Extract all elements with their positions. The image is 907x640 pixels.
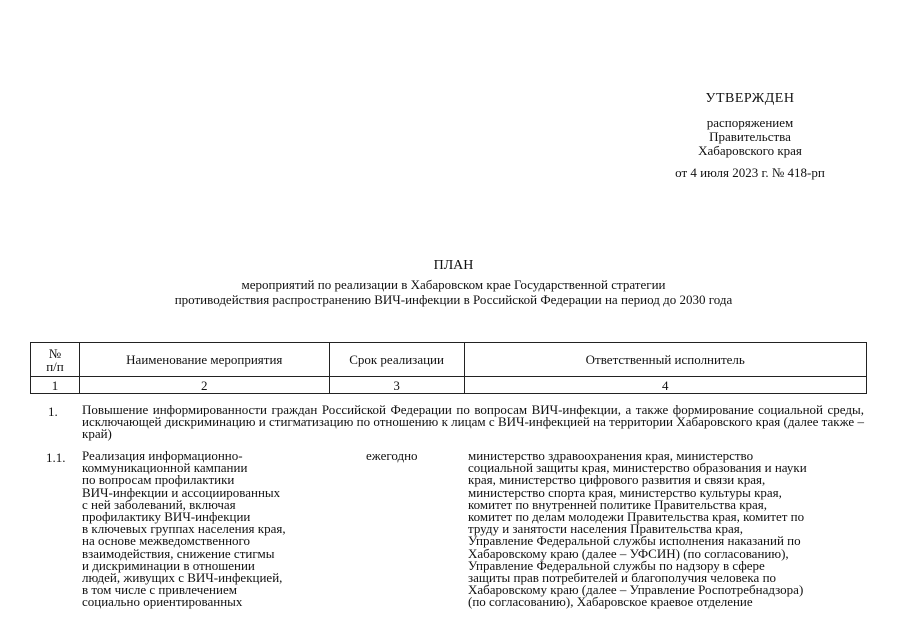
name-line: Реализация информационно- [82, 448, 243, 463]
approval-line: распоряжением [706, 115, 794, 130]
plan-subtitle-line: мероприятий по реализации в Хабаровском крае Государственной стратегии [241, 277, 666, 292]
name-line: людей, живущих с ВИЧ-инфекцией, [82, 570, 283, 586]
column-numbers-row [31, 377, 867, 394]
executor-line: Хабаровскому краю (далее – Управление Роспотребнадзора) [468, 582, 804, 598]
name-line: ВИЧ-инфекции и ассоциированных [82, 484, 281, 500]
name-line: взаимодействия, снижение стигмы [82, 545, 275, 561]
executor-line: труду и занятости населения Правительства края, [468, 521, 743, 537]
name-line: и дискриминации в отношении [82, 557, 255, 573]
executor-line: Управление Федеральной службы исполнения наказаний по [468, 533, 801, 549]
name-line: коммуникационной кампании [82, 460, 248, 476]
approval-date: от 4 июля 2023 г. № 418-рп [675, 165, 825, 180]
executor-line: комитет по внутренней политике Правительства края, [468, 496, 768, 512]
approval-block [640, 92, 860, 180]
header-term-cell: Срок реализации [329, 343, 464, 377]
section-text: Повышение информированности граждан Российской Федерации по вопросам ВИЧ-инфекции, а также формирование социальной среды, исключающей дискриминацию и стигматизацию по отношению к лицам с ВИЧ-инфекцией на территории Хабаровского края (далее также – край) [82, 402, 864, 441]
measure-name [82, 450, 286, 609]
executor-line: министерство спорта края, министерство культуры края, [468, 484, 782, 500]
column-number-cell: 3 [329, 377, 464, 394]
header-executor-cell: Ответственный исполнитель [464, 343, 866, 377]
executor-line: Управление Федеральной службы по надзору в сфере [468, 557, 765, 573]
executor-line: защиты прав потребителей и благополучия человека по [468, 570, 777, 586]
plan-table [30, 342, 867, 394]
name-line: с ней заболеваний, включая [82, 496, 236, 512]
plan-title: ПЛАН [433, 258, 474, 273]
plan-heading [100, 258, 807, 307]
header-number-cell: № п/п [31, 343, 80, 377]
measure-term: ежегодно [366, 448, 418, 463]
name-line: социально ориентированных [82, 594, 243, 610]
approved-heading: УТВЕРЖДЕН [705, 91, 795, 106]
executor-line: социальной защиты края, министерство образования и науки [468, 460, 807, 476]
name-line: по вопросам профилактики [82, 472, 235, 488]
name-line: в ключевых группах населения края, [82, 521, 286, 537]
header-name-cell: Наименование мероприятия [79, 343, 329, 377]
executor-line: министерство здравоохранения края, министерство [468, 448, 754, 463]
column-number-cell: 1 [31, 377, 80, 394]
approval-line: Правительства [709, 129, 791, 144]
name-line: на основе межведомственного [82, 533, 251, 549]
row-number: 1.1. [46, 450, 66, 465]
name-line: профилактику ВИЧ-инфекции [82, 509, 251, 525]
column-number-cell: 4 [464, 377, 866, 394]
measure-executor [468, 450, 807, 609]
executor-line: комитет по делам молодежи Правительства края, комитет по [468, 509, 805, 525]
section-number: 1. [48, 404, 58, 419]
executor-line: Хабаровскому краю (далее – УФСИН) (по согласованию), [468, 545, 789, 561]
approval-line: Хабаровского края [698, 143, 802, 158]
column-number-cell: 2 [79, 377, 329, 394]
executor-line: края, министерство цифрового развития и связи края, [468, 472, 766, 488]
name-line: в том числе с привлечением [82, 582, 237, 598]
table-header-row [31, 343, 867, 377]
executor-line: (по согласованию), Хабаровское краевое отделение [468, 594, 753, 610]
plan-subtitle-line: противодействия распространению ВИЧ-инфекции в Российской Федерации на период до 2030 года [174, 292, 733, 307]
